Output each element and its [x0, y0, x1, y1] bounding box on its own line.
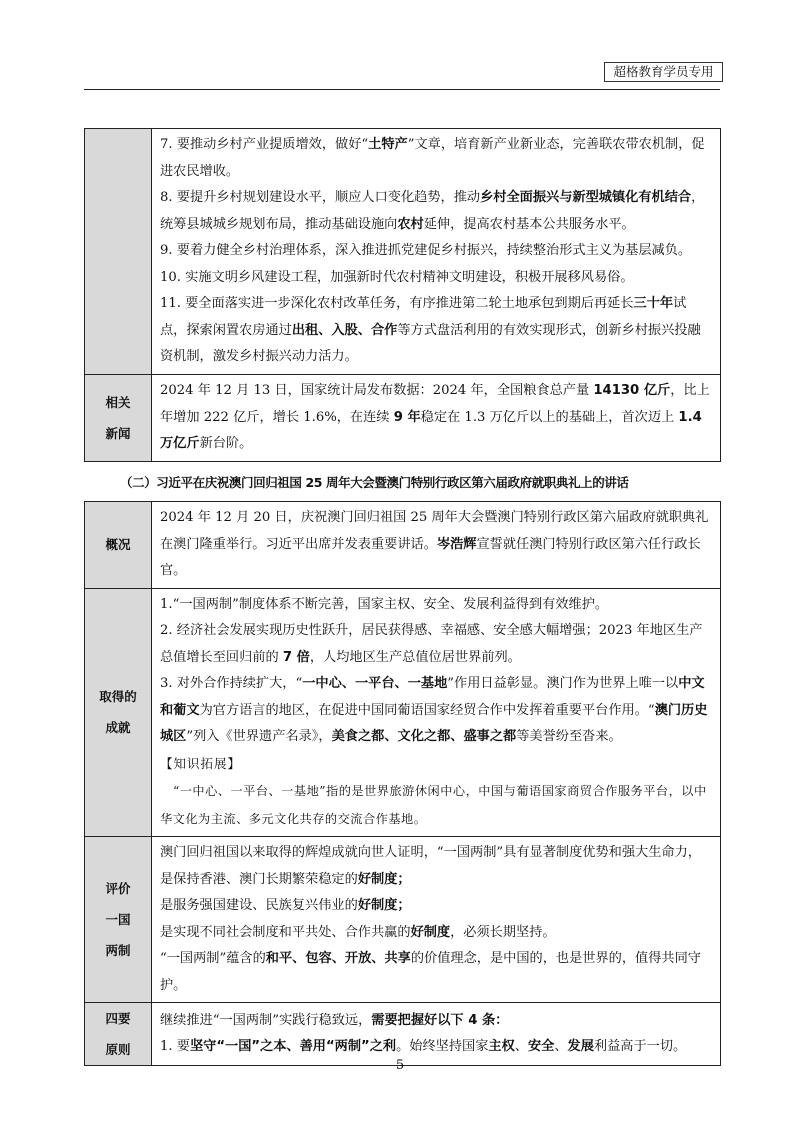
text-run: ，统筹县城城乡规划布局，推动基础设施向 — [160, 190, 705, 232]
text-run: 、 — [514, 1039, 528, 1054]
paragraph — [160, 378, 712, 458]
bold-text: 好制度 — [410, 924, 451, 940]
text-run: 等方式盘活利用的有效实现形式，创新乡村振兴投融资机制，激发乡村振兴动力活力。 — [160, 322, 701, 365]
text-run: 1. 要 — [160, 1039, 190, 1054]
bold-text: 安全 — [527, 1039, 555, 1054]
paragraph — [160, 505, 712, 585]
bold-text: 出租、入股、合作 — [291, 322, 398, 338]
bold-text: 农村 — [397, 216, 424, 232]
table-row — [85, 837, 721, 1003]
header-divider — [84, 89, 720, 90]
row-content — [152, 502, 721, 589]
text-run: ”作用日益彰显。澳门作为世界上唯一以 — [447, 676, 679, 691]
text-run: 9. 要着力健全乡村治理体系，深入推进抓党建促乡村振兴，持续整治形式主义为基层减负。 — [160, 243, 692, 259]
paragraph — [160, 618, 712, 671]
paragraph — [160, 185, 712, 238]
text-run: 是保持香港、澳门长期繁荣稳定的 — [160, 871, 358, 887]
bold-text: 坚守“一国”之本、善用“两制”之利 — [189, 1039, 397, 1054]
row-content — [152, 588, 721, 837]
text-run: 是实现不同社会制度和平共处、合作共赢的 — [160, 924, 411, 940]
bold-text: 主权 — [488, 1039, 515, 1054]
row-label: 概况 — [85, 502, 152, 589]
header-tag: 超格教育学员专用 — [604, 62, 723, 82]
text-run: 的价值理念，是中国的，也是世界的，值得共同守护。 — [160, 951, 701, 993]
row-content — [152, 375, 721, 462]
bold-text: 中文和葡文 — [160, 676, 705, 718]
paragraph — [160, 920, 712, 947]
paragraph — [160, 592, 712, 619]
paragraph — [160, 671, 712, 751]
table-rural-revitalization — [84, 128, 721, 462]
text-run: 继续推进“一国两制”实践行稳致远， — [160, 1012, 372, 1028]
text-run: “一国两制”蕴含的 — [160, 951, 266, 966]
text-run: 试点，探索闲置农房通过 — [160, 296, 687, 338]
text-run: 8. 要提升乡村规划建设水平，顺应人口变化趋势，推动 — [160, 190, 481, 206]
bold-text: 乡村全面振兴与新型城镇化有机结合 — [480, 190, 692, 206]
text-run: 新台阶。 — [199, 436, 253, 451]
table-row — [85, 1003, 721, 1066]
paragraph — [160, 946, 712, 999]
text-run: 2024 年 12 月 20 日，庆祝澳门回归祖国 25 周年大会暨澳门特别行政区第六届政府就职典礼在澳门隆重举行。习近平出席并发表重要讲话。 — [160, 510, 709, 552]
text-run: 是服务强国建设、民族复兴伟业的 — [160, 898, 358, 913]
row-label: 评价 一国 两制 — [85, 837, 152, 1003]
bold-text: 三十年 — [633, 296, 674, 312]
table-row — [85, 375, 721, 462]
bold-text: 14130 亿斤 — [593, 383, 671, 398]
text-run: ，人均地区生产总值位居世界前列。 — [309, 649, 521, 665]
text-run: 2. 经济社会发展实现历史性跃升，居民获得感、幸福感、安全感大幅增强；2023 年地区生产总值增长至回归前的 — [160, 623, 703, 665]
paragraph — [160, 265, 712, 292]
bold-text: 一中心、一平台、一基地 — [302, 676, 448, 691]
table-row — [85, 588, 721, 837]
table-macau-speech — [84, 501, 721, 1066]
row-content — [152, 1003, 721, 1066]
bold-text: 1.4 万亿斤 — [160, 409, 702, 451]
text-run: 3. 对外合作持续扩大，“ — [160, 676, 303, 691]
row-content — [152, 129, 721, 375]
paragraph — [160, 893, 712, 920]
text-run: 为官方语言的地区，在促进中国同葡语国家经贸合作中发挥着重要平台作用。“ — [199, 702, 655, 718]
bold-text: 土特产 — [368, 137, 408, 153]
text-run: ，比上年增加 222 亿斤，增长 1.6%，在连续 — [160, 383, 710, 425]
row-content — [152, 837, 721, 1003]
table-row — [85, 502, 721, 589]
row-label: 取得的 成就 — [85, 588, 152, 837]
row-label: 相关 新闻 — [85, 375, 152, 462]
text-run: 等美誉纷至沓来。 — [516, 729, 622, 744]
text-run: ”文章，培育新产业新业态，完善联农带农机制，促进农民增收。 — [160, 137, 705, 179]
paragraph — [160, 840, 712, 867]
text-run: 稳定在 1.3 万亿斤以上的基础上，首次迈上 — [420, 409, 679, 425]
paragraph — [160, 867, 712, 894]
text-run: 11. 要全面落实进一步深化农村改革任务，有序推进第二轮土地承包到期后再延长 — [160, 296, 634, 312]
text-run: 。始终坚持国家 — [396, 1039, 489, 1054]
knowledge-extension-heading: 【知识拓展】 — [160, 755, 242, 771]
row-label — [85, 129, 152, 375]
bold-text: 岑浩辉 — [436, 536, 477, 552]
text-run: 、 — [554, 1039, 568, 1054]
text-run: 7. 要推动乡村产业提质增效，做好“ — [160, 137, 369, 153]
text-run: 2024 年 12 月 13 日，国家统计局发布数据：2024 年，全国粮食总产量 — [160, 383, 594, 398]
bold-text: 9 年 — [393, 409, 421, 425]
page-number: 5 — [395, 1058, 405, 1073]
table-row — [85, 129, 721, 375]
bold-text: 7 倍 — [282, 649, 310, 665]
bold-text: 发展 — [567, 1039, 594, 1054]
paragraph — [160, 1034, 712, 1061]
paragraph — [160, 132, 712, 185]
row-label: 四要 原则 — [85, 1003, 152, 1066]
text-run: ，必须长期坚持。 — [450, 924, 556, 940]
text-run: 延伸，提高农村基本公共服务水平。 — [423, 216, 635, 232]
bold-text: 好制度； — [357, 898, 411, 913]
paragraph — [160, 291, 712, 371]
text-run: 10. 实施文明乡风建设工程，加强新时代农村精神文明建设，积极开展移风易俗。 — [160, 269, 634, 285]
bold-text: 美食之都、文化之都、盛事之都 — [331, 729, 517, 744]
section-title: （二）习近平在庆祝澳门回归祖国 25 周年大会暨澳门特别行政区第六届政府就职典礼上的讲话 — [120, 475, 629, 490]
knowledge-extension-text: “一中心、一平台、一基地”指的是世界旅游休闲中心，中国与葡语国家商贸合作服务平台，以中华文化为主流、多元文化共存的交流合作基地。 — [160, 784, 707, 826]
bold-text: 需要把握好以下 4 条： — [371, 1012, 509, 1028]
text-run: 利益高于一切。 — [593, 1039, 687, 1054]
bold-text: 澳门历史城区 — [160, 702, 708, 744]
text-run: 1.“一国两制”制度体系不断完善，国家主权、安全、发展利益得到有效维护。 — [160, 596, 609, 612]
bold-text: 好制度； — [357, 871, 411, 887]
paragraph — [160, 238, 712, 265]
text-run: 宣誓就任澳门特别行政区第六任行政长官。 — [160, 536, 701, 578]
bold-text: 和平、包容、开放、共享 — [265, 951, 411, 966]
text-run: 澳门回归祖国以来取得的辉煌成就向世人证明，“一国两制”具有显著制度优势和强大生命力， — [160, 845, 701, 860]
text-run: ”列入《世界遗产名录》， — [186, 729, 332, 744]
paragraph — [160, 1008, 712, 1035]
